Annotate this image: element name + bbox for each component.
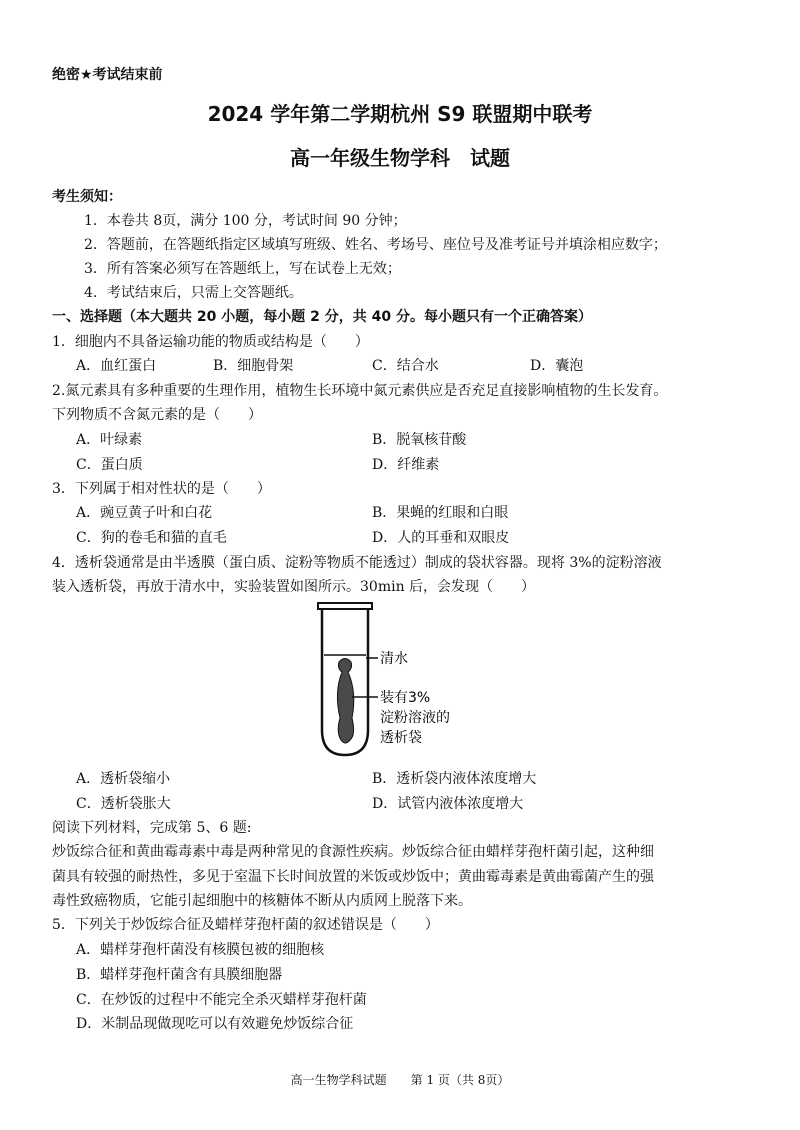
notice-item: 3．所有答案必须写在答题纸上，写在试卷上无效； bbox=[84, 261, 401, 277]
q3-option-d: D．人的耳垂和双眼皮 bbox=[372, 530, 510, 546]
q2-option-a: A．叶绿素 bbox=[76, 432, 143, 448]
material-text: 毒性致癌物质，它能引起细胞中的核糖体不断从内质网上脱落下来。 bbox=[52, 893, 472, 909]
notice-heading: 考生须知： bbox=[52, 189, 122, 205]
q1-option-a: A．血红蛋白 bbox=[76, 358, 157, 374]
label-bag-line1: 装有3% bbox=[380, 690, 431, 706]
section-heading: 一、选择题（本大题共 20 小题，每小题 2 分，共 40 分。每小题只有一个正确答案） bbox=[52, 309, 592, 325]
material-text: 炒饭综合征和黄曲霉毒素中毒是两种常见的食源性疾病。炒饭综合征由蜡样芽孢杆菌引起，这种细 bbox=[52, 844, 654, 860]
question-2-stem-cont: 下列物质不含氮元素的是（ ） bbox=[52, 407, 262, 423]
q2-option-c: C．蛋白质 bbox=[76, 457, 143, 473]
label-water: 清水 bbox=[380, 651, 408, 667]
notice-item: 4．考试结束后，只需上交答题纸。 bbox=[84, 285, 303, 301]
exam-title: 2024 学年第二学期杭州 S9 联盟期中联考 bbox=[207, 102, 593, 126]
q3-option-c: C．狗的卷毛和猫的直毛 bbox=[76, 530, 227, 546]
question-4-stem: 4．透析袋通常是由半透膜（蛋白质、淀粉等物质不能透过）制成的袋状容器。现将 3%的淀粉溶液 bbox=[52, 555, 662, 571]
q4-option-c: C．透析袋胀大 bbox=[76, 796, 171, 812]
question-2-stem: 2.氮元素具有多种重要的生理作用，植物生长环境中氮元素供应是否充足直接影响植物的生长发育。 bbox=[52, 383, 668, 399]
question-3-stem: 3．下列属于相对性状的是（ ） bbox=[52, 481, 271, 497]
confidential-mark: 绝密★考试结束前 bbox=[52, 67, 163, 83]
question-5-stem: 5．下列关于炒饭综合征及蜡样芽孢杆菌的叙述错误是（ ） bbox=[52, 917, 439, 933]
q4-option-a: A．透析袋缩小 bbox=[76, 771, 171, 787]
dialysis-bag bbox=[337, 659, 353, 744]
q2-option-d: D．纤维素 bbox=[372, 457, 440, 473]
q4-option-b: B．透析袋内液体浓度增大 bbox=[372, 771, 537, 787]
q5-option-c: C．在炒饭的过程中不能完全杀灭蜡样芽孢杆菌 bbox=[76, 992, 367, 1008]
notice-item: 1．本卷共 8页，满分 100 分，考试时间 90 分钟； bbox=[84, 213, 407, 229]
question-4-stem-cont: 装入透析袋，再放于清水中，实验装置如图所示。30min 后，会发现（ ） bbox=[52, 579, 536, 595]
q3-option-b: B．果蝇的红眼和白眼 bbox=[372, 505, 509, 521]
q3-option-a: A．豌豆黄子叶和白花 bbox=[76, 505, 213, 521]
dialysis-bag-figure bbox=[312, 600, 482, 760]
q2-option-b: B．脱氧核苷酸 bbox=[372, 432, 467, 448]
material-text: 菌具有较强的耐热性，多见于室温下长时间放置的米饭或炒饭中；黄曲霉毒素是黄曲霉菌产生的强 bbox=[52, 869, 654, 885]
q1-option-d: D．囊泡 bbox=[530, 358, 584, 374]
q5-option-d: D．米制品现做现吃可以有效避免炒饭综合征 bbox=[76, 1016, 354, 1032]
label-bag-line3: 透析袋 bbox=[380, 730, 422, 746]
notice-item: 2．答题前，在答题纸指定区域填写班级、姓名、考场号、座位号及准考证号并填涂相应数字； bbox=[84, 237, 667, 253]
question-1-stem: 1．细胞内不具备运输功能的物质或结构是（ ） bbox=[52, 334, 369, 350]
label-bag-line2: 淀粉溶液的 bbox=[380, 710, 450, 726]
tube-rim bbox=[318, 603, 372, 609]
q5-option-b: B．蜡样芽孢杆菌含有具膜细胞器 bbox=[76, 967, 283, 983]
exam-subtitle: 高一年级生物学科 试题 bbox=[290, 146, 510, 170]
q4-option-d: D．试管内液体浓度增大 bbox=[372, 796, 524, 812]
q1-option-b: B．细胞骨架 bbox=[213, 358, 294, 374]
page-footer: 高一生物学科试题 第 1 页（共 8页） bbox=[290, 1073, 510, 1087]
material-intro: 阅读下列材料，完成第 5、6 题: bbox=[52, 820, 252, 836]
q5-option-a: A．蜡样芽孢杆菌没有核膜包被的细胞核 bbox=[76, 942, 325, 958]
q1-option-c: C．结合水 bbox=[372, 358, 439, 374]
test-tube-diagram bbox=[312, 600, 482, 760]
